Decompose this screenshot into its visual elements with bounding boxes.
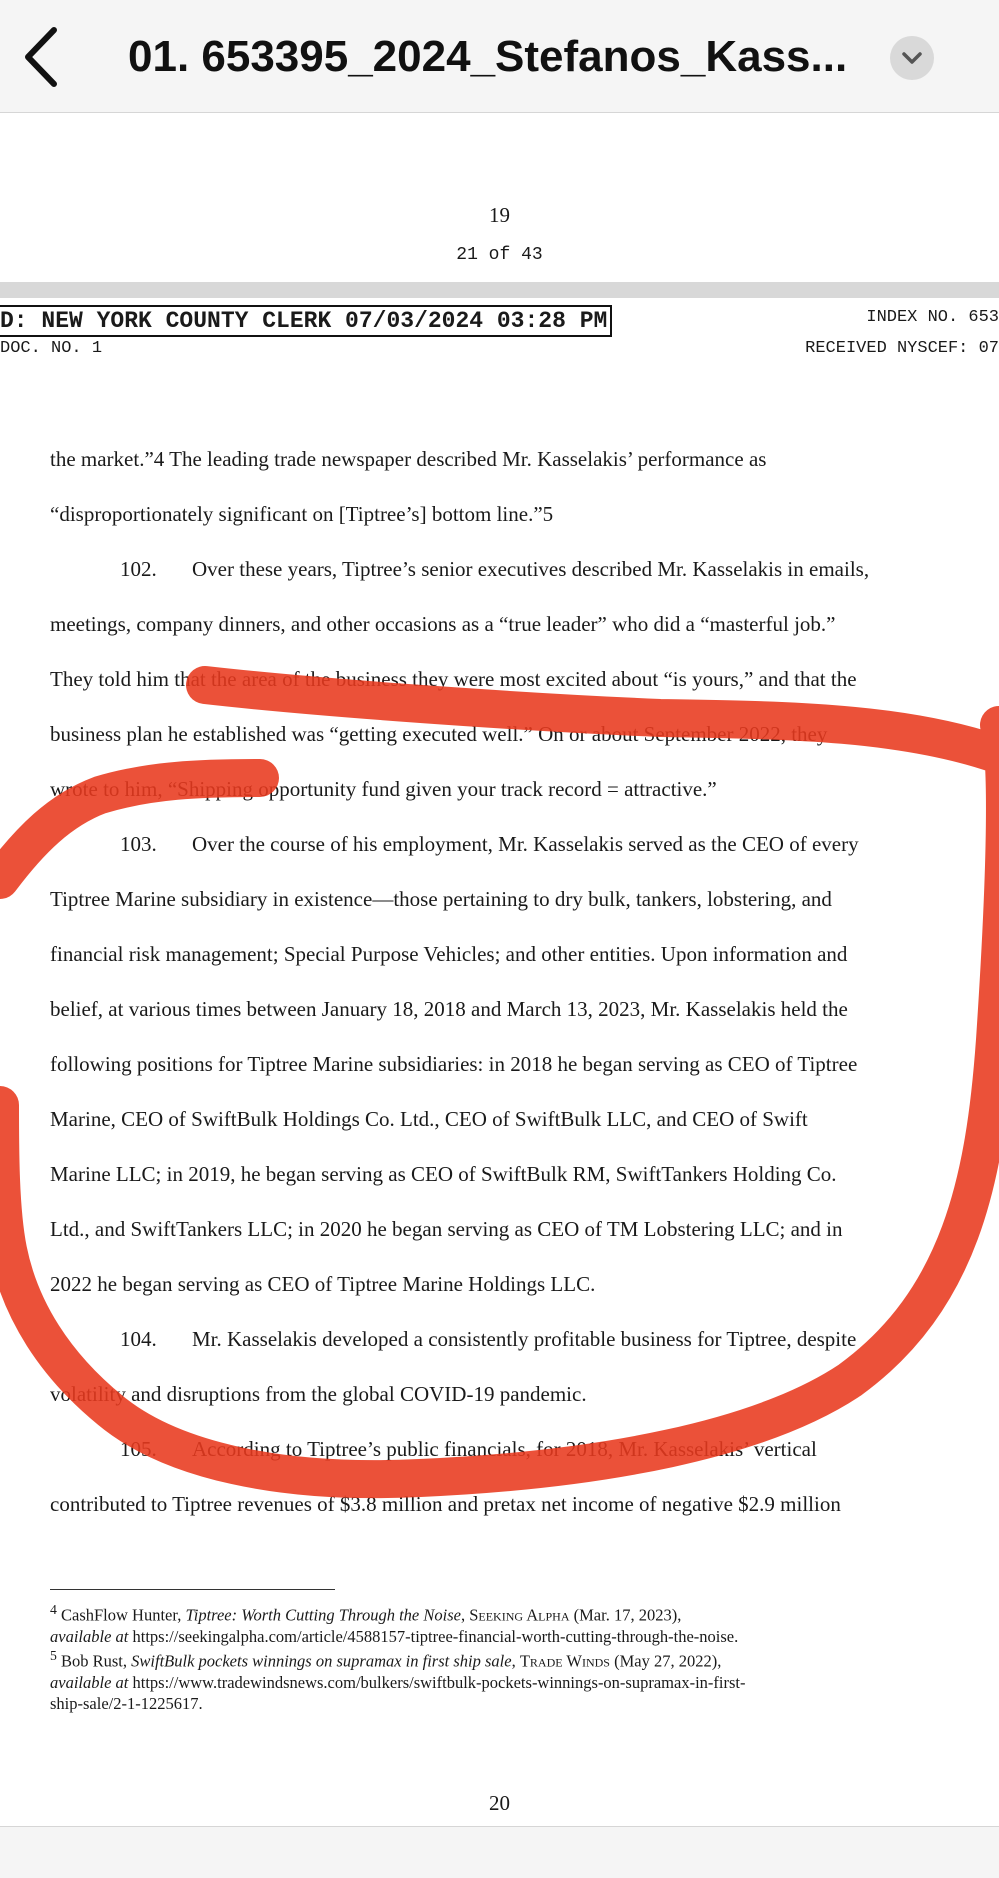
paragraph-103-line: 2022 he began serving as CEO of Tiptree Marine Holdings LLC. [50,1272,596,1296]
paragraph-102-line: wrote to him, “Shipping opportunity fund given your track record = attractive.” [50,777,717,801]
paragraph-104-line: 104. Mr. Kasselakis developed a consistently profitable business for Tiptree, despite [120,1327,857,1351]
bottom-toolbar [0,1826,999,1878]
page-separator [0,282,999,298]
received-stamp: RECEIVED NYSCEF: 07 [805,339,999,358]
paragraph-103-line: financial risk management; Special Purpose Vehicles; and other entities. Upon information and [50,942,848,966]
document-title[interactable]: 01. 653395_2024_Stefanos_Kass... [128,32,848,81]
paragraph-104-line: volatility and disruptions from the global COVID-19 pandemic. [50,1382,587,1406]
paragraph-103-line: 103. Over the course of his employment, Mr. Kasselakis served as the CEO of every [120,832,859,856]
body-line: “disproportionately significant on [Tiptree’s] bottom line.”5 [50,502,554,526]
footnote-ref: 5 [542,502,554,526]
footnote-link[interactable]: https://www.tradewindsnews.com/bulkers/swiftbulk-pockets-winnings-on-supramax-in-first- [128,1672,746,1692]
footnote-divider [50,1589,335,1590]
back-button[interactable] [14,22,70,92]
body-line: the market.”4 The leading trade newspaper described Mr. Kasselakis’ performance as [50,447,767,471]
page-count-label: 21 of 43 [456,245,543,265]
title-menu-button[interactable] [890,36,934,80]
clerk-filing-stamp: D: NEW YORK COUNTY CLERK 07/03/2024 03:28 PM [0,305,612,337]
chevron-down-icon [890,36,934,80]
paragraph-103-line: Ltd., and SwiftTankers LLC; in 2020 he began serving as CEO of TM Lobstering LLC; and in [50,1217,843,1241]
previous-page-number: 19 [489,203,510,227]
paragraph-102-line: 102. Over these years, Tiptree’s senior executives described Mr. Kasselakis in emails, [120,557,870,581]
footnote-link[interactable]: https://seekingalpha.com/article/4588157-tiptree-financial-worth-cutting-through-the-noise. [128,1626,739,1646]
paragraph-103-line: following positions for Tiptree Marine subsidiaries: in 2018 he began serving as CEO of Tiptree [50,1052,858,1076]
paragraph-105-line: 105. According to Tiptree’s public financials, for 2018, Mr. Kasselakis’ vertical [120,1437,817,1461]
paragraph-103-line: Marine LLC; in 2019, he began serving as CEO of SwiftBulk RM, SwiftTankers Holding Co. [50,1162,837,1186]
paragraph-103-line: Tiptree Marine subsidiary in existence—those pertaining to dry bulk, tankers, lobstering, and [50,887,832,911]
footnote-4: $^4$ CashFlow Hunter, Tiptree: Worth Cutting Through the Noise, Seeking Alpha (Mar. 17, 2023), available at https://seekingalpha.com/article/4588157-tiptree-financial-worth-cutting-through-the-noise. [50,1602,739,1646]
paragraph-number: 102. [120,557,157,581]
page-number: 20 [489,1791,510,1815]
top-app-bar [0,0,999,113]
index-number: INDEX NO. 653 [866,308,999,327]
doc-number: DOC. NO. 1 [0,339,103,358]
paragraph-102-line: They told him that the area of the business they were most excited about “is yours,” and that the [50,667,857,691]
paragraph-102-line: meetings, company dinners, and other occasions as a “true leader” who did a “masterful job.” [50,612,836,636]
paragraph-102-line: business plan he established was “getting executed well.” On or about September 2022, they [50,722,828,746]
paragraph-number: 104. [120,1327,157,1351]
footnote-5: $^5$ Bob Rust, SwiftBulk pockets winnings on supramax in first ship sale, Trade Winds (May 27, 2022), available at https://www.tradewindsnews.com/bulkers/swiftbulk-pockets-winnings-on-supramax-in-first- ship-sale/2-1-1225617. [50,1648,746,1713]
footnote-ref: 4 [153,447,165,471]
paragraph-103-line: belief, at various times between January 18, 2018 and March 13, 2023, Mr. Kasselakis held the [50,997,848,1021]
paragraph-105-line: contributed to Tiptree revenues of $3.8 million and pretax net income of negative $2.9 million [50,1492,841,1516]
paragraph-103-line: Marine, CEO of SwiftBulk Holdings Co. Ltd., CEO of SwiftBulk LLC, and CEO of Swift [50,1107,808,1131]
paragraph-number: 103. [120,832,157,856]
paragraph-number: 105. [120,1437,157,1461]
chevron-left-icon [14,22,70,92]
footnote-link[interactable]: ship-sale/2-1-1225617. [50,1693,203,1713]
